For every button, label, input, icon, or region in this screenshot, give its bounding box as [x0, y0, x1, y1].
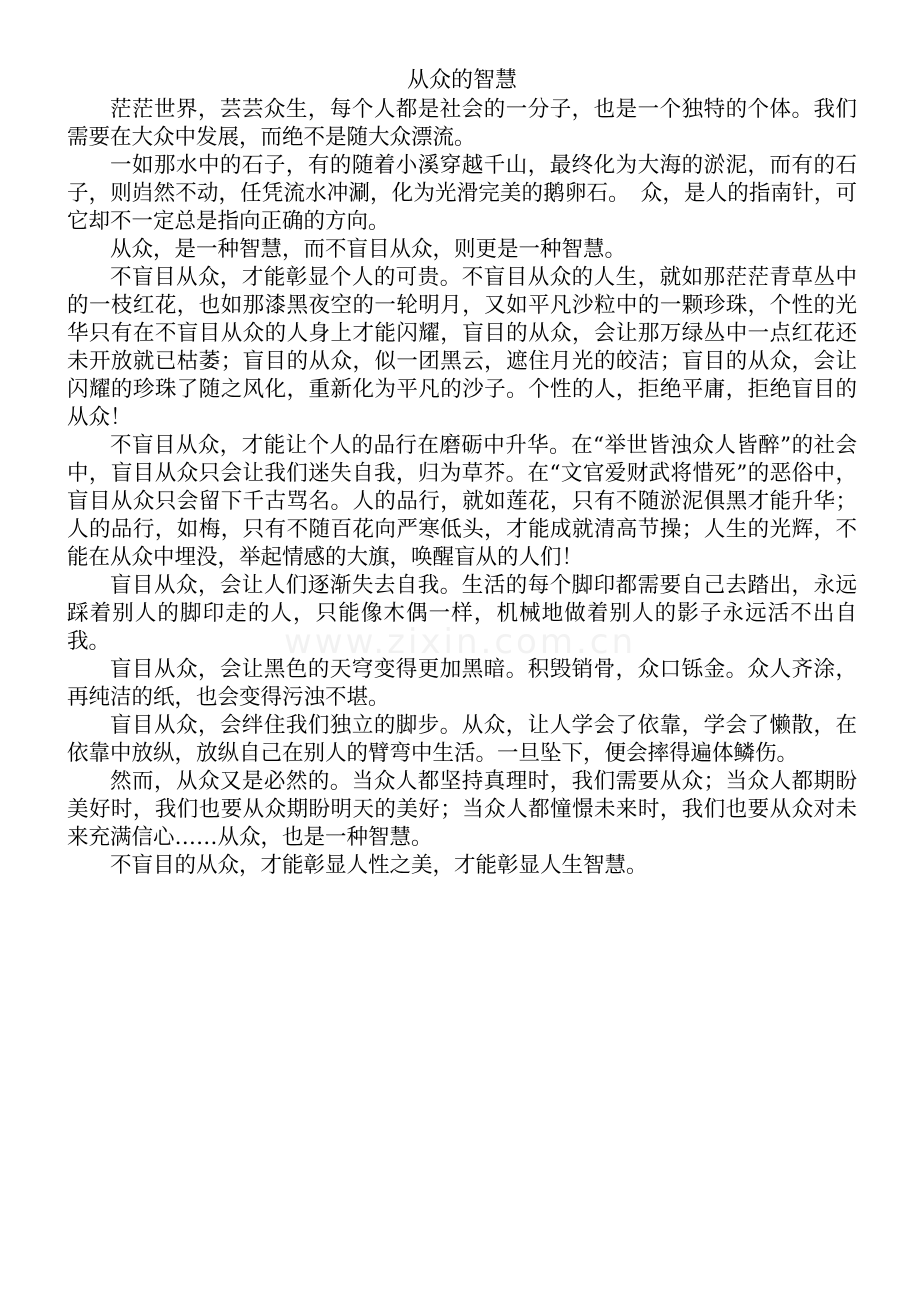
- paragraph-4: 不盲目从众，才能彰显个人的可贵。不盲目从众的人生，就如那茫茫青草丛中的一枝红花，也如那漆黑夜空的一轮明月，又如平凡沙粒中的一颗珍珠，个性的光华只有在不盲目从众的人身上才能闪耀，盲目的从众，会让那万绿丛中一点红花还未开放就已枯萎；盲目的从众，似一团黑云，遮住月光的皎洁；盲目的从众，会让闪耀的珍珠了随之风化，重新化为平凡的沙子。个性的人，拒绝平庸，拒绝盲目的从众！: [67, 265, 857, 430]
- paragraph-7: 盲目从众，会让黑色的天穹变得更加黑暗。积毁销骨，众口铄金。众人齐涂，再纯洁的纸，也会变得污浊不堪。: [67, 657, 857, 710]
- paragraph-10: 不盲目的从众，才能彰显人性之美，才能彰显人生智慧。: [110, 853, 648, 878]
- paragraph-2: 一如那水中的石子，有的随着小溪穿越千山，最终化为大海的淤泥，而有的石子，则岿然不动，任凭流水冲涮，化为光滑完美的鹅卵石。 众，是人的指南针，可它却不一定总是指向正确的方向。: [67, 153, 857, 234]
- paragraph-3: 从众，是一种智慧，而不盲目从众，则更是一种智慧。: [110, 237, 627, 262]
- paragraph-9: 然而，从众又是必然的。当众人都坚持真理时，我们需要从众；当众人都期盼美好时，我们也要从众期盼明天的美好；当众人都憧憬未来时，我们也要从众对未来充满信心……从众，也是一种智慧。: [67, 769, 857, 850]
- paragraph-6: 盲目从众，会让人们逐渐失去自我。生活的每个脚印都需要自己去踏出，永远踩着别人的脚印走的人，只能像木偶一样，机械地做着别人的影子永远活不出自我。: [67, 573, 857, 654]
- paragraph-5: 不盲目从众，才能让个人的品行在磨砺中升华。在“举世皆浊众人皆醉”的社会中，盲目从众只会让我们迷失自我，归为草芥。在“文官爱财武将惜死”的恶俗中，盲目从众只会留下千古骂名。人的品行，就如莲花，只有不随淤泥俱黑才能升华；人的品行，如梅，只有不随百花向严寒低头，才能成就清高节操；人生的光辉，不能在从众中埋没，举起情感的大旗，唤醒盲从的人们！: [67, 433, 857, 570]
- document-title: 从众的智慧: [406, 68, 517, 93]
- paragraph-8: 盲目从众，会绊住我们独立的脚步。从众，让人学会了依靠，学会了懒散，在依靠中放纵，放纵自己在别人的臂弯中生活。一旦坠下，便会摔得遍体鳞伤。: [67, 713, 857, 766]
- paragraph-1: 茫茫世界，芸芸众生，每个人都是社会的一分子，也是一个独特的个体。我们需要在大众中发展，而绝不是随大众漂流。: [67, 97, 857, 150]
- document-page: [67, 66, 857, 880]
- watermark: www.zixin.com.cn: [284, 622, 636, 662]
